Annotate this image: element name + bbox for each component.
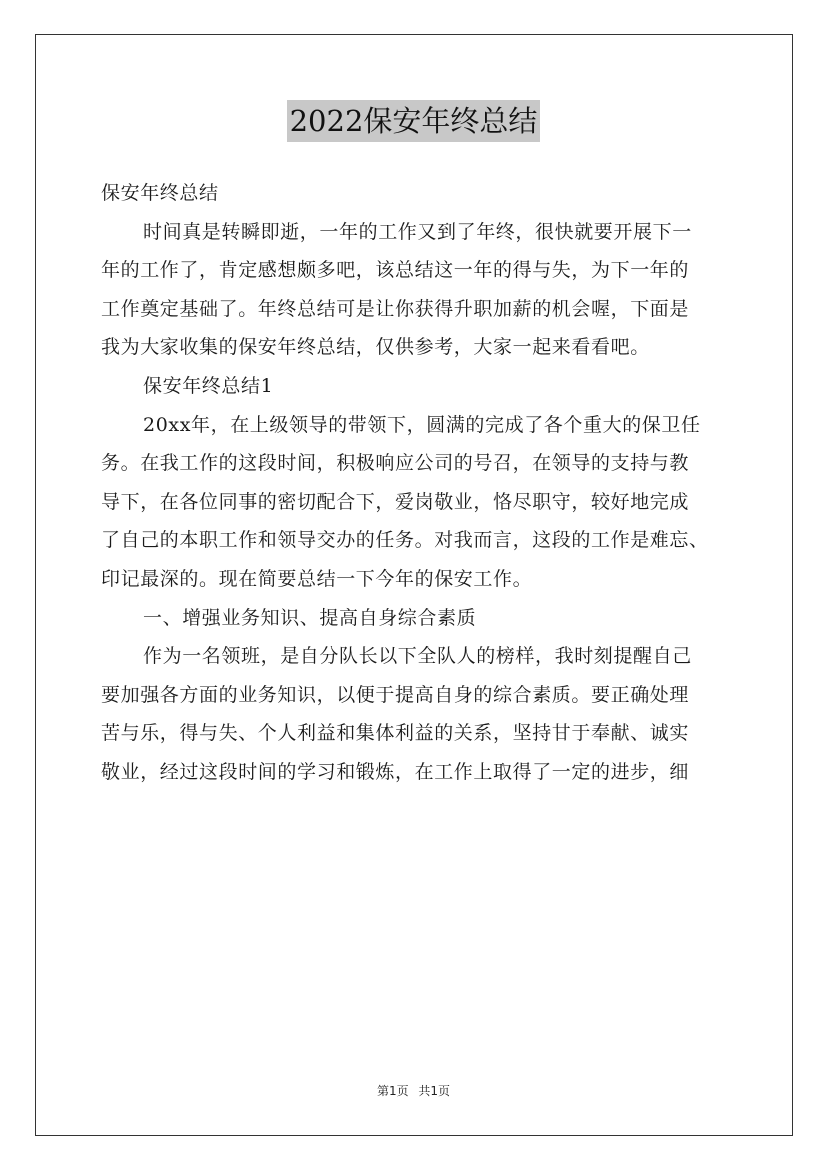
text-line: 保安年终总结 [101,182,219,204]
page-number: 第1页 [376,1084,409,1098]
title-container [0,100,827,142]
text-line: 印记最深的。现在简要总结一下今年的保安工作。 [101,567,533,590]
text-line: 年的工作了，肯定感想颇多吧，该总结这一年的得与失，为下一年的 [101,259,690,282]
text-line: 一、增强业务知识、提高自身综合素质 [143,606,477,629]
text-line: 苦与乐，得与失、个人利益和集体利益的关系，坚持甘于奉献、诚实 [101,722,690,745]
text-line: 20xx年，在上级领导的带领下，圆满的完成了各个重大的保卫任 [143,413,701,436]
text-line: 工作奠定基础了。年终总结可是让你获得升职加薪的机会喔，下面是 [101,297,690,320]
text-line: 作为一名领班，是自分队长以下全队人的榜样，我时刻提醒自己 [143,645,692,668]
text-line: 务。在我工作的这段时间，积极响应公司的号召，在领导的支持与教 [101,452,690,475]
document-title: 2022保安年终总结 [287,100,541,142]
text-line: 保安年终总结1 [143,374,274,397]
text-line: 要加强各方面的业务知识，以便于提高自身的综合素质。要正确处理 [101,683,690,706]
text-line: 我为大家收集的保安年终总结，仅供参考，大家一起来看看吧。 [101,336,650,359]
text-line: 导下，在各位同事的密切配合下，爱岗敬业，恪尽职守，较好地完成 [101,490,690,513]
page-total: 共1页 [418,1084,451,1098]
text-line: 时间真是转瞬即逝，一年的工作又到了年终，很快就要开展下一 [143,220,692,243]
document-body [101,174,729,792]
text-line: 了自己的本职工作和领导交办的任务。对我而言，这段的工作是难忘、 [101,529,709,552]
page-footer [0,1083,827,1099]
text-line: 敬业，经过这段时间的学习和锻炼，在工作上取得了一定的进步，细 [101,760,690,783]
